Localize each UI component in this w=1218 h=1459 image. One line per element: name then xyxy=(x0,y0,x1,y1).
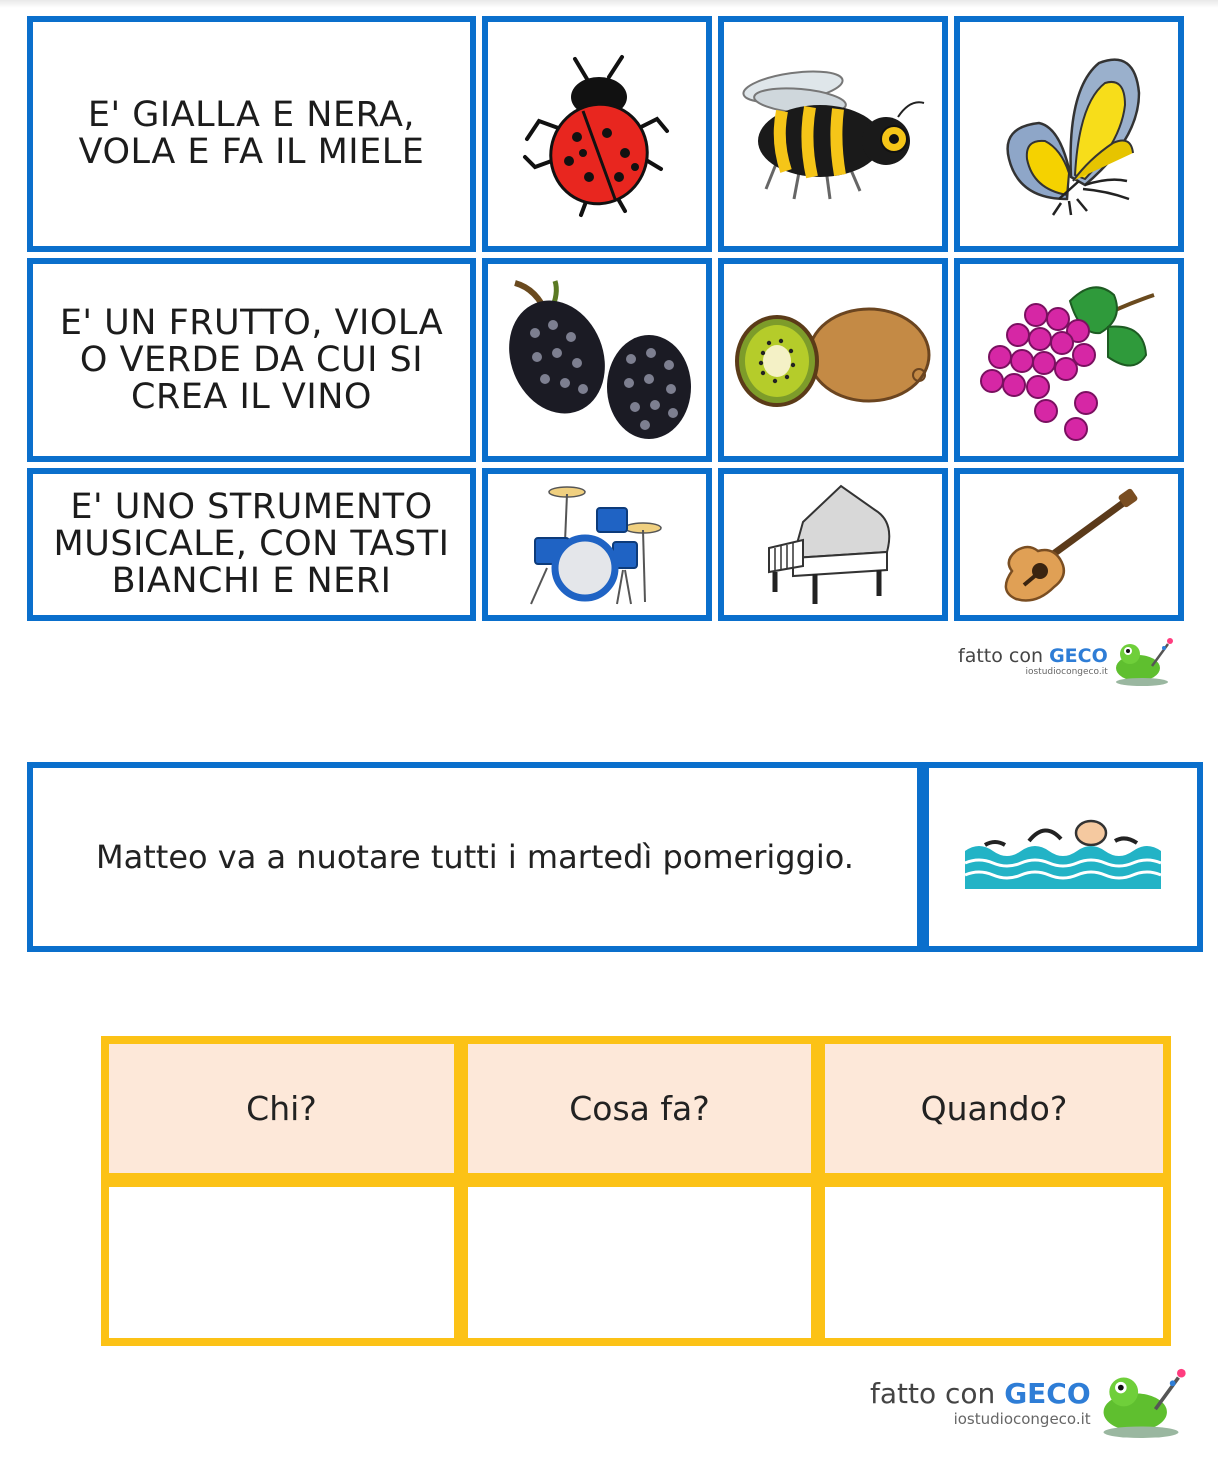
blackberry-icon xyxy=(497,275,697,445)
option-kiwi[interactable] xyxy=(718,258,948,462)
riddle-3-line-1: E' UNO STRUMENTO xyxy=(70,487,433,527)
option-drum-kit[interactable] xyxy=(482,468,712,621)
riddle-3-line-2: MUSICALE, CON TASTI xyxy=(53,524,450,564)
option-ladybug[interactable] xyxy=(482,16,712,252)
option-blackberry[interactable] xyxy=(482,258,712,462)
gecko-logo-icon xyxy=(1108,636,1176,686)
riddle-2-line-1: E' UN FRUTTO, VIOLA xyxy=(59,302,444,343)
sentence-box xyxy=(27,762,923,952)
credit-site: iostudiocongeco.it xyxy=(1025,667,1108,677)
header-what xyxy=(460,1036,819,1181)
riddle-2-line-3: CREA IL VINO xyxy=(131,376,372,417)
credit-brand: GECO xyxy=(1049,645,1108,667)
answer-what-cell[interactable] xyxy=(460,1179,819,1346)
option-grapes[interactable] xyxy=(954,258,1184,462)
kiwi-icon xyxy=(733,305,933,415)
riddle-1-line-2: VOLA E FA IL MIELE xyxy=(78,132,425,172)
option-guitar[interactable] xyxy=(954,468,1184,621)
question-who: Chi? xyxy=(246,1089,317,1128)
credit-badge-1 xyxy=(958,636,1176,686)
credit-prefix: fatto con xyxy=(870,1376,996,1410)
riddle-cell-2 xyxy=(27,258,476,462)
header-when xyxy=(817,1036,1171,1181)
riddle-cell-3 xyxy=(27,468,476,621)
riddle-cell-1 xyxy=(27,16,476,252)
butterfly-icon xyxy=(989,49,1149,219)
credit-badge-2 xyxy=(870,1366,1191,1438)
piano-icon xyxy=(763,482,903,607)
credit-site: iostudiocongeco.it xyxy=(953,1409,1091,1428)
option-piano[interactable] xyxy=(718,468,948,621)
header-who xyxy=(101,1036,462,1181)
drum-kit-icon xyxy=(527,482,667,607)
credit-prefix: fatto con xyxy=(958,645,1044,667)
riddle-3-line-3: BIANCHI E NERI xyxy=(111,561,392,601)
question-when: Quando? xyxy=(920,1089,1068,1128)
ladybug-icon xyxy=(517,49,677,219)
guitar-icon xyxy=(994,487,1144,602)
option-butterfly[interactable] xyxy=(954,16,1184,252)
riddle-2-line-2: O VERDE DA CUI SI xyxy=(79,339,424,380)
grapes-icon xyxy=(974,275,1164,445)
riddle-1-line-1: E' GIALLA E NERA, xyxy=(87,95,416,135)
credit-brand: GECO xyxy=(1004,1376,1091,1410)
top-shadow xyxy=(0,0,1218,8)
gecko-logo-icon xyxy=(1091,1366,1191,1438)
answer-who-cell[interactable] xyxy=(101,1179,462,1346)
question-what: Cosa fa? xyxy=(569,1089,710,1128)
sentence-picture xyxy=(923,762,1203,952)
option-bee[interactable] xyxy=(718,16,948,252)
bee-icon xyxy=(738,59,928,209)
answer-when-cell[interactable] xyxy=(817,1179,1171,1346)
swimmer-icon xyxy=(965,817,1161,897)
sentence-text: Matteo va a nuotare tutti i martedì pomeriggio. xyxy=(96,838,854,876)
